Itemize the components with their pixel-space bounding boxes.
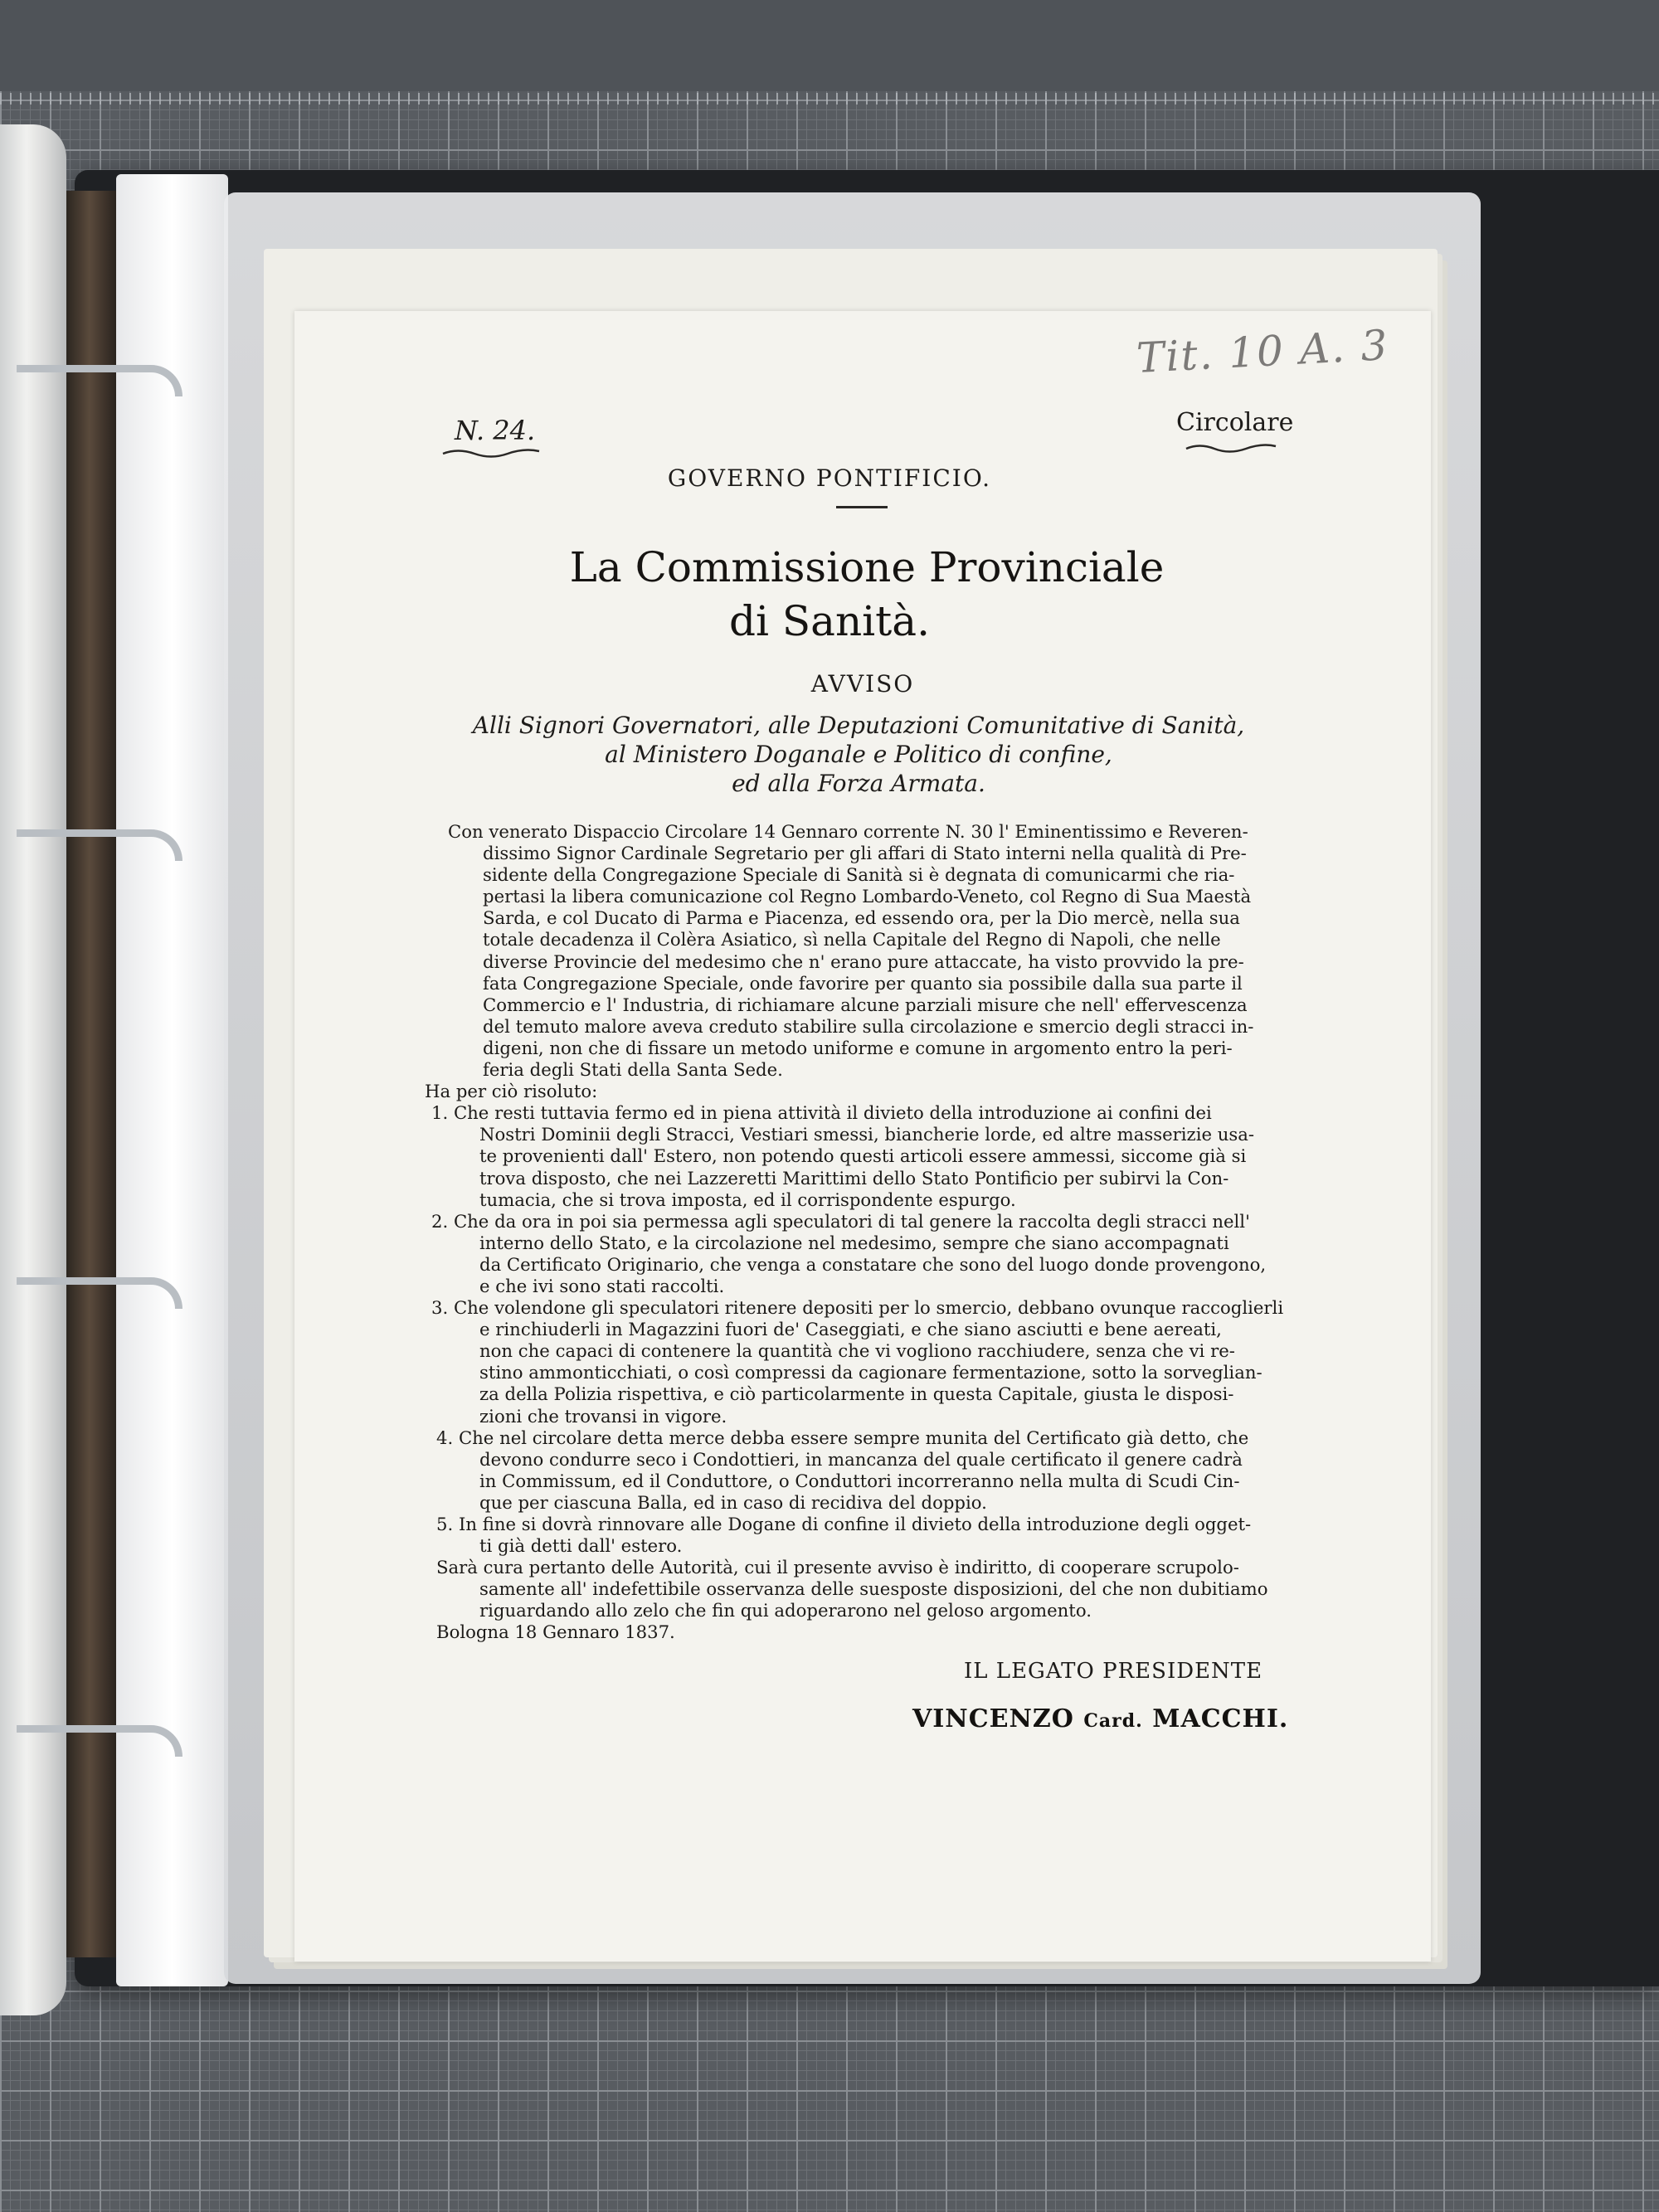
signatory-title: IL LEGATO PRESIDENTE (964, 1659, 1263, 1684)
notice-body (425, 821, 1311, 1644)
body-line: Commercio e l' Industria, di richiamare alcune parziali misure che nell' effervescenza (483, 994, 1248, 1015)
body-line: te provenienti dall' Estero, non potendo questi articoli essere ammessi, siccome già si (479, 1145, 1247, 1167)
body-line: riguardando allo zelo che fin qui adoperarono nel geloso argomento. (479, 1600, 1092, 1621)
body-line: e rinchiuderli in Magazzini fuori de' Caseggiati, e che siano asciutti e bene aereati, (479, 1319, 1222, 1340)
address-line: ed alla Forza Armata. (732, 770, 985, 797)
signatory-name (912, 1704, 1288, 1733)
number-swash-ornament (441, 446, 541, 459)
body-line: 3. Che volendone gli speculatori ritenere depositi per lo smercio, debbano ovunque raccoglierli (431, 1297, 1284, 1319)
body-line: Nostri Dominii degli Stracci, Vestiari smessi, biancherie lorde, ed altre masserizie usa- (479, 1124, 1255, 1145)
signatory-rank: Card. (1083, 1710, 1143, 1732)
body-line: devono condurre seco i Condottieri, in mancanza del quale certificato il genere cadrà (479, 1448, 1243, 1470)
mat-top-band (0, 0, 1659, 91)
body-line: samente all' indefettibile osservanza delle suesposte disposizioni, del che non dubitiamo (479, 1578, 1268, 1600)
body-line: sidente della Congregazione Speciale di Sanità si è degnata di comunicarmi che ria- (483, 864, 1235, 886)
binder-ring (17, 1277, 182, 1309)
body-line: del temuto malore aveva creduto stabilire sulla circolazione e smercio degli stracci in- (483, 1015, 1254, 1037)
body-line: zioni che trovansi in vigore. (479, 1405, 727, 1427)
binder-ring (17, 1725, 182, 1757)
body-line: pertasi la libera comunicazione col Regno Lombardo-Veneto, col Regno di Sua Maestà (483, 886, 1252, 907)
body-line: totale decadenza il Colèra Asiatico, sì nella Capitale del Regno di Napoli, che nelle (483, 929, 1221, 950)
body-line: 4. Che nel circolare detta merce debba essere sempre munita del Certificato già detto, che (436, 1427, 1249, 1448)
address-line: al Ministero Doganale e Politico di confine, (605, 741, 1112, 768)
body-line: ti già detti dall' estero. (479, 1535, 683, 1557)
binder-ring (17, 829, 182, 861)
body-line: tumacia, che si trova imposta, ed il corrispondente espurgo. (479, 1189, 1016, 1210)
body-line: diverse Provincie del medesimo che n' erano pure attaccate, ha visto provvido la pre- (483, 950, 1244, 972)
avviso-heading: AVVISO (810, 670, 915, 698)
body-line: 1. Che resti tuttavia fermo ed in piena attività il divieto della introduzione ai confini dei (431, 1102, 1212, 1124)
body-line: digeni, non che di fissare un metodo uniforme e comune in argomento entro la peri- (483, 1037, 1233, 1058)
body-line: e che ivi sono stati raccolti. (479, 1275, 725, 1296)
body-line: 2. Che da ora in poi sia permessa agli speculatori di tal genere la raccolta degli stracci nell' (431, 1210, 1250, 1232)
body-line: interno dello Stato, e la circolazione nel medesimo, sempre che siano accompagnati (479, 1232, 1229, 1253)
body-line: fata Congregazione Speciale, onde favorire per quanto sia possibile dalla sua parte il (483, 972, 1243, 994)
address-line: Alli Signori Governatori, alle Deputazioni Comunitative di Sanità, (472, 712, 1245, 739)
document-number: N. 24. (455, 415, 536, 446)
body-line: dissimo Signor Cardinale Segretario per gli affari di Stato interni nella qualità di Pre- (483, 843, 1247, 864)
body-line: za della Polizia rispettiva, e ciò particolarmente in questa Capitale, giusta le disposi- (479, 1383, 1234, 1405)
title-line-2: di Sanità. (729, 597, 930, 645)
punched-strip (116, 174, 228, 1986)
government-heading: GOVERNO PONTIFICIO. (667, 464, 992, 492)
body-line: 5. In fine si dovrà rinnovare alle Dogane di confine il divieto della introduzione degli ogget- (436, 1514, 1252, 1534)
body-line: feria degli Stati della Santa Sede. (483, 1059, 783, 1081)
body-line: Ha per ciò risoluto: (425, 1081, 598, 1102)
body-line: non che capaci di contenere la quantità che vi vogliono racchiudere, senza che vi re- (479, 1340, 1235, 1362)
circolare-swash-ornament (1185, 441, 1277, 455)
title-line-1: La Commissione Provinciale (569, 543, 1165, 591)
mat-ruler-marks (0, 93, 1659, 105)
body-line: Sarda, e col Ducato di Parma e Piacenza, ed essendo ora, per la Dio mercè, nella sua (483, 907, 1240, 929)
heading-divider (836, 506, 888, 508)
signatory-surname: MACCHI. (1152, 1704, 1289, 1733)
circolare-label: Circolare (1176, 408, 1294, 437)
body-line: Con venerato Dispaccio Circolare 14 Gennaro corrente N. 30 l' Eminentissimo e Reveren- (448, 821, 1248, 842)
handwritten-note: Tit. 10 A. 3 (1135, 321, 1390, 382)
body-line: in Commissum, ed il Conduttore, o Conduttori incorreranno nella multa di Scudi Cin- (479, 1470, 1240, 1491)
date-line: Bologna 18 Gennaro 1837. (436, 1621, 675, 1643)
body-line: stino ammonticchiati, o così compressi da cagionare fermentazione, sotto la sorveglian- (479, 1362, 1262, 1383)
body-line: que per ciascuna Balla, ed in caso di recidiva del doppio. (479, 1491, 987, 1513)
binder-ring (17, 365, 182, 396)
body-line: da Certificato Originario, che venga a constatare che sono del luogo donde provengono, (479, 1253, 1267, 1275)
signatory-first-name: VINCENZO (912, 1704, 1074, 1733)
body-line: trova disposto, che nei Lazzeretti Marittimi dello Stato Pontificio per subirvi la Con- (479, 1167, 1229, 1189)
body-line: Sarà cura pertanto delle Autorità, cui il presente avviso è indiritto, di cooperare scrupolo- (436, 1557, 1239, 1578)
